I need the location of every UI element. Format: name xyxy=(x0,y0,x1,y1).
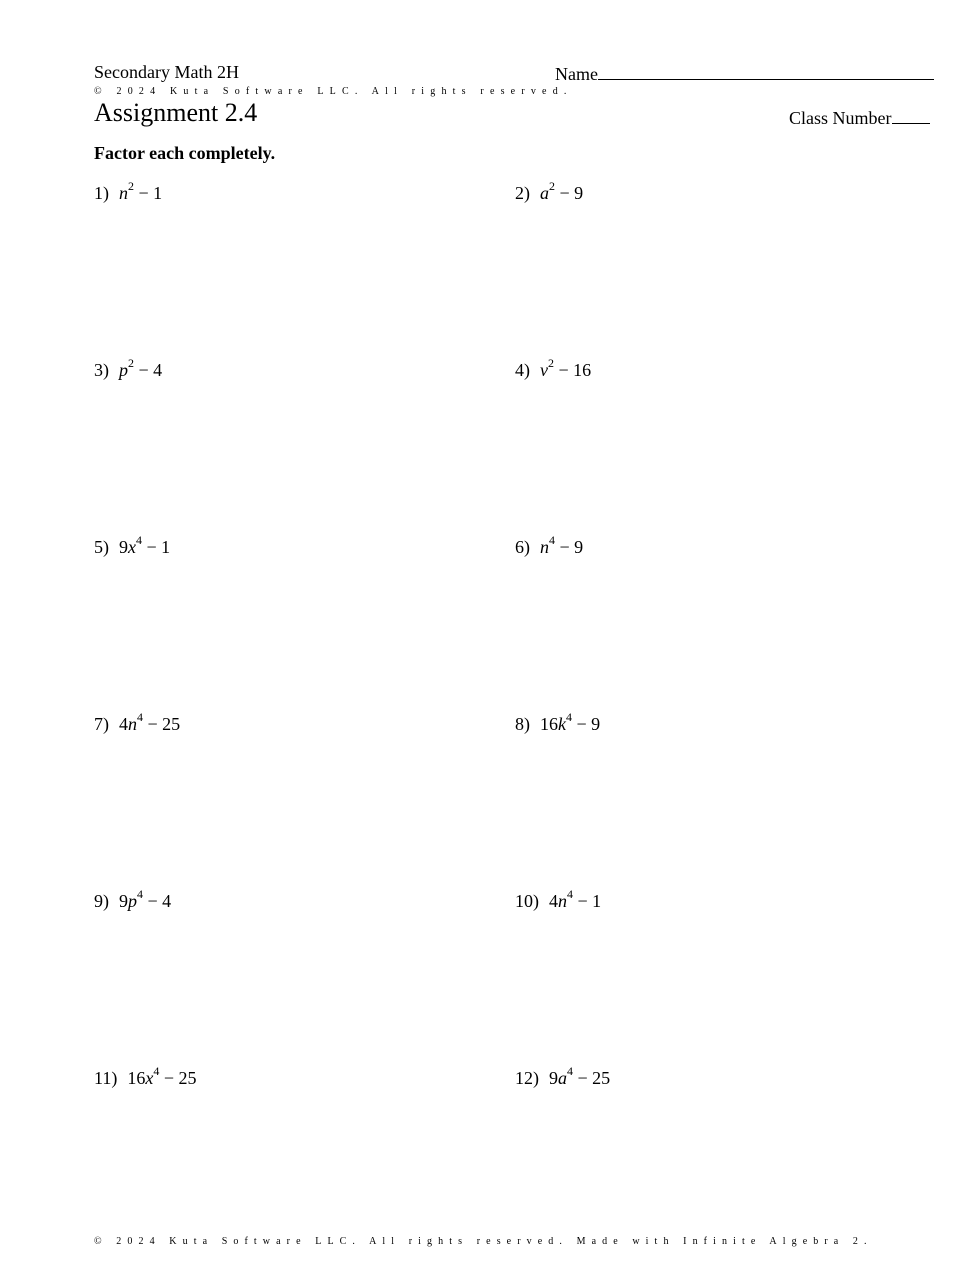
problem-expression: $16k^4 - 9$ xyxy=(540,710,601,734)
name-label: Name xyxy=(555,64,598,84)
problem-9 xyxy=(94,889,171,912)
problem-4 xyxy=(515,358,591,381)
problem-7 xyxy=(94,712,180,735)
problem-1 xyxy=(94,181,162,204)
copyright-footer: © 2024 Kuta Software LLC. All rights reserved. Made with Infinite Algebra 2. xyxy=(94,1236,873,1247)
name-field[interactable] xyxy=(555,62,934,85)
problem-8 xyxy=(515,712,600,735)
problem-expression: $v^2 - 16$ xyxy=(540,356,592,380)
problem-number: 11) xyxy=(94,1068,118,1088)
assignment-title: Assignment 2.4 xyxy=(94,98,258,127)
problem-5 xyxy=(94,535,170,558)
problem-number: 2) xyxy=(515,183,530,203)
problem-expression: $9p^4 - 4$ xyxy=(119,887,172,911)
problem-number: 7) xyxy=(94,714,109,734)
problem-2 xyxy=(515,181,583,204)
problem-expression: $9a^4 - 25$ xyxy=(549,1064,611,1088)
course-title: Secondary Math 2H xyxy=(94,62,239,82)
problem-6 xyxy=(515,535,583,558)
problem-expression: $n^2 - 1$ xyxy=(119,179,163,203)
class-number-label: Class Number xyxy=(789,108,892,128)
problem-expression: $4n^4 - 1$ xyxy=(549,887,602,911)
instructions: Factor each completely. xyxy=(94,143,276,163)
problem-11 xyxy=(94,1066,196,1089)
problem-number: 4) xyxy=(515,360,530,380)
problem-3 xyxy=(94,358,162,381)
problem-expression: $4n^4 - 25$ xyxy=(119,710,181,734)
problem-expression: $p^2 - 4$ xyxy=(119,356,163,380)
problem-number: 6) xyxy=(515,537,530,557)
problem-number: 1) xyxy=(94,183,109,203)
name-blank-line[interactable] xyxy=(598,62,934,80)
problem-expression: $16x^4 - 25$ xyxy=(127,1064,197,1088)
problem-number: 5) xyxy=(94,537,109,557)
problem-number: 8) xyxy=(515,714,530,734)
class-number-blank-line[interactable] xyxy=(892,106,930,124)
problem-number: 9) xyxy=(94,891,109,911)
problem-expression: $9x^4 - 1$ xyxy=(119,533,171,557)
problem-12 xyxy=(515,1066,610,1089)
class-number-field[interactable] xyxy=(789,106,930,129)
problem-number: 10) xyxy=(515,891,539,911)
copyright-header: © 2024 Kuta Software LLC. All rights reserved. xyxy=(94,86,573,97)
problem-number: 12) xyxy=(515,1068,539,1088)
problem-expression: $n^4 - 9$ xyxy=(540,533,584,557)
problem-10 xyxy=(515,889,601,912)
problem-number: 3) xyxy=(94,360,109,380)
problem-expression: $a^2 - 9$ xyxy=(540,179,584,203)
